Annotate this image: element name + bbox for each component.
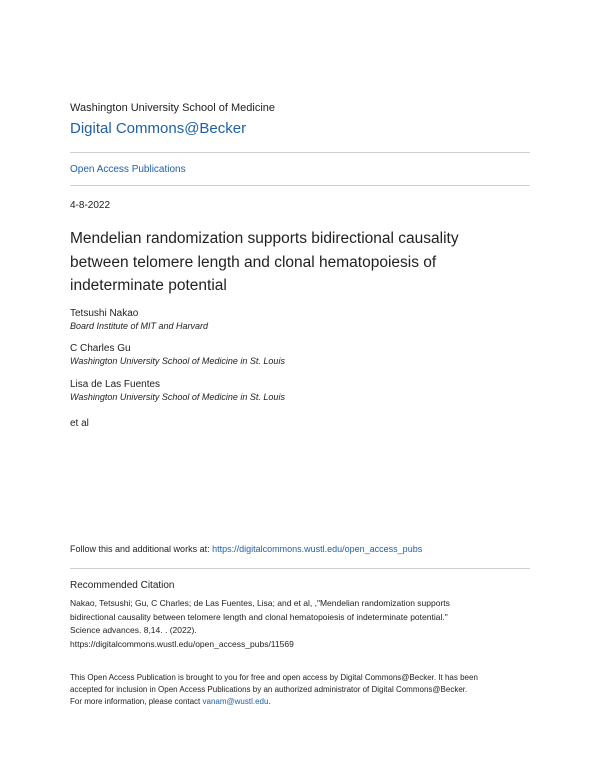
follow-text: Follow this and additional works at:	[70, 544, 213, 554]
citation-text	[70, 597, 540, 651]
follow-line	[70, 544, 422, 554]
citation-line: bidirectional causality between telomere length and clonal hematopoiesis of indeterminate potential."	[70, 611, 448, 622]
et-al: et al	[70, 418, 89, 429]
contact-email-link[interactable]: vanam@wustl.edu	[202, 697, 269, 706]
divider	[70, 152, 530, 153]
author-name: Tetsushi Nakao	[70, 308, 139, 319]
divider	[70, 185, 530, 186]
recommended-citation-heading: Recommended Citation	[70, 580, 175, 591]
author-affiliation: Board Institute of MIT and Harvard	[70, 321, 209, 331]
collection-link[interactable]: Open Access Publications	[70, 164, 186, 175]
access-notice	[70, 672, 540, 708]
author-name: C Charles Gu	[70, 343, 131, 354]
author-affiliation: Washington University School of Medicine in St. Louis	[70, 356, 285, 366]
citation-line: Science advances. 8,14. . (2022).	[70, 625, 197, 635]
contact-prefix: For more information, please contact	[70, 697, 203, 706]
institution-name: Washington University School of Medicine	[70, 102, 276, 114]
author-name: Lisa de Las Fuentes	[70, 379, 161, 390]
notice-line: This Open Access Publication is brought to you for free and open access by Digital Commons@Becker. It has been	[70, 673, 478, 682]
notice-line: accepted for inclusion in Open Access Publications by an authorized administrator of Digital Commons@Becker.	[70, 685, 468, 694]
author-affiliation: Washington University School of Medicine in St. Louis	[70, 392, 285, 402]
citation-line: Nakao, Tetsushi; Gu, C Charles; de Las Fuentes, Lisa; and et al, ,"Mendelian randomization supports	[70, 598, 450, 608]
divider	[70, 568, 530, 569]
notice-line	[70, 696, 540, 708]
paper-title: Mendelian randomization supports bidirectional causality between telomere length and clonal hematopoiesis of indeterminate potential	[70, 230, 459, 294]
citation-url[interactable]: https://digitalcommons.wustl.edu/open_access_pubs/11569	[70, 638, 294, 649]
repository-link[interactable]: Digital Commons@Becker	[70, 120, 247, 137]
follow-link[interactable]: https://digitalcommons.wustl.edu/open_access_pubs	[212, 544, 423, 554]
contact-suffix: .	[268, 697, 271, 706]
publication-date: 4-8-2022	[70, 200, 111, 211]
